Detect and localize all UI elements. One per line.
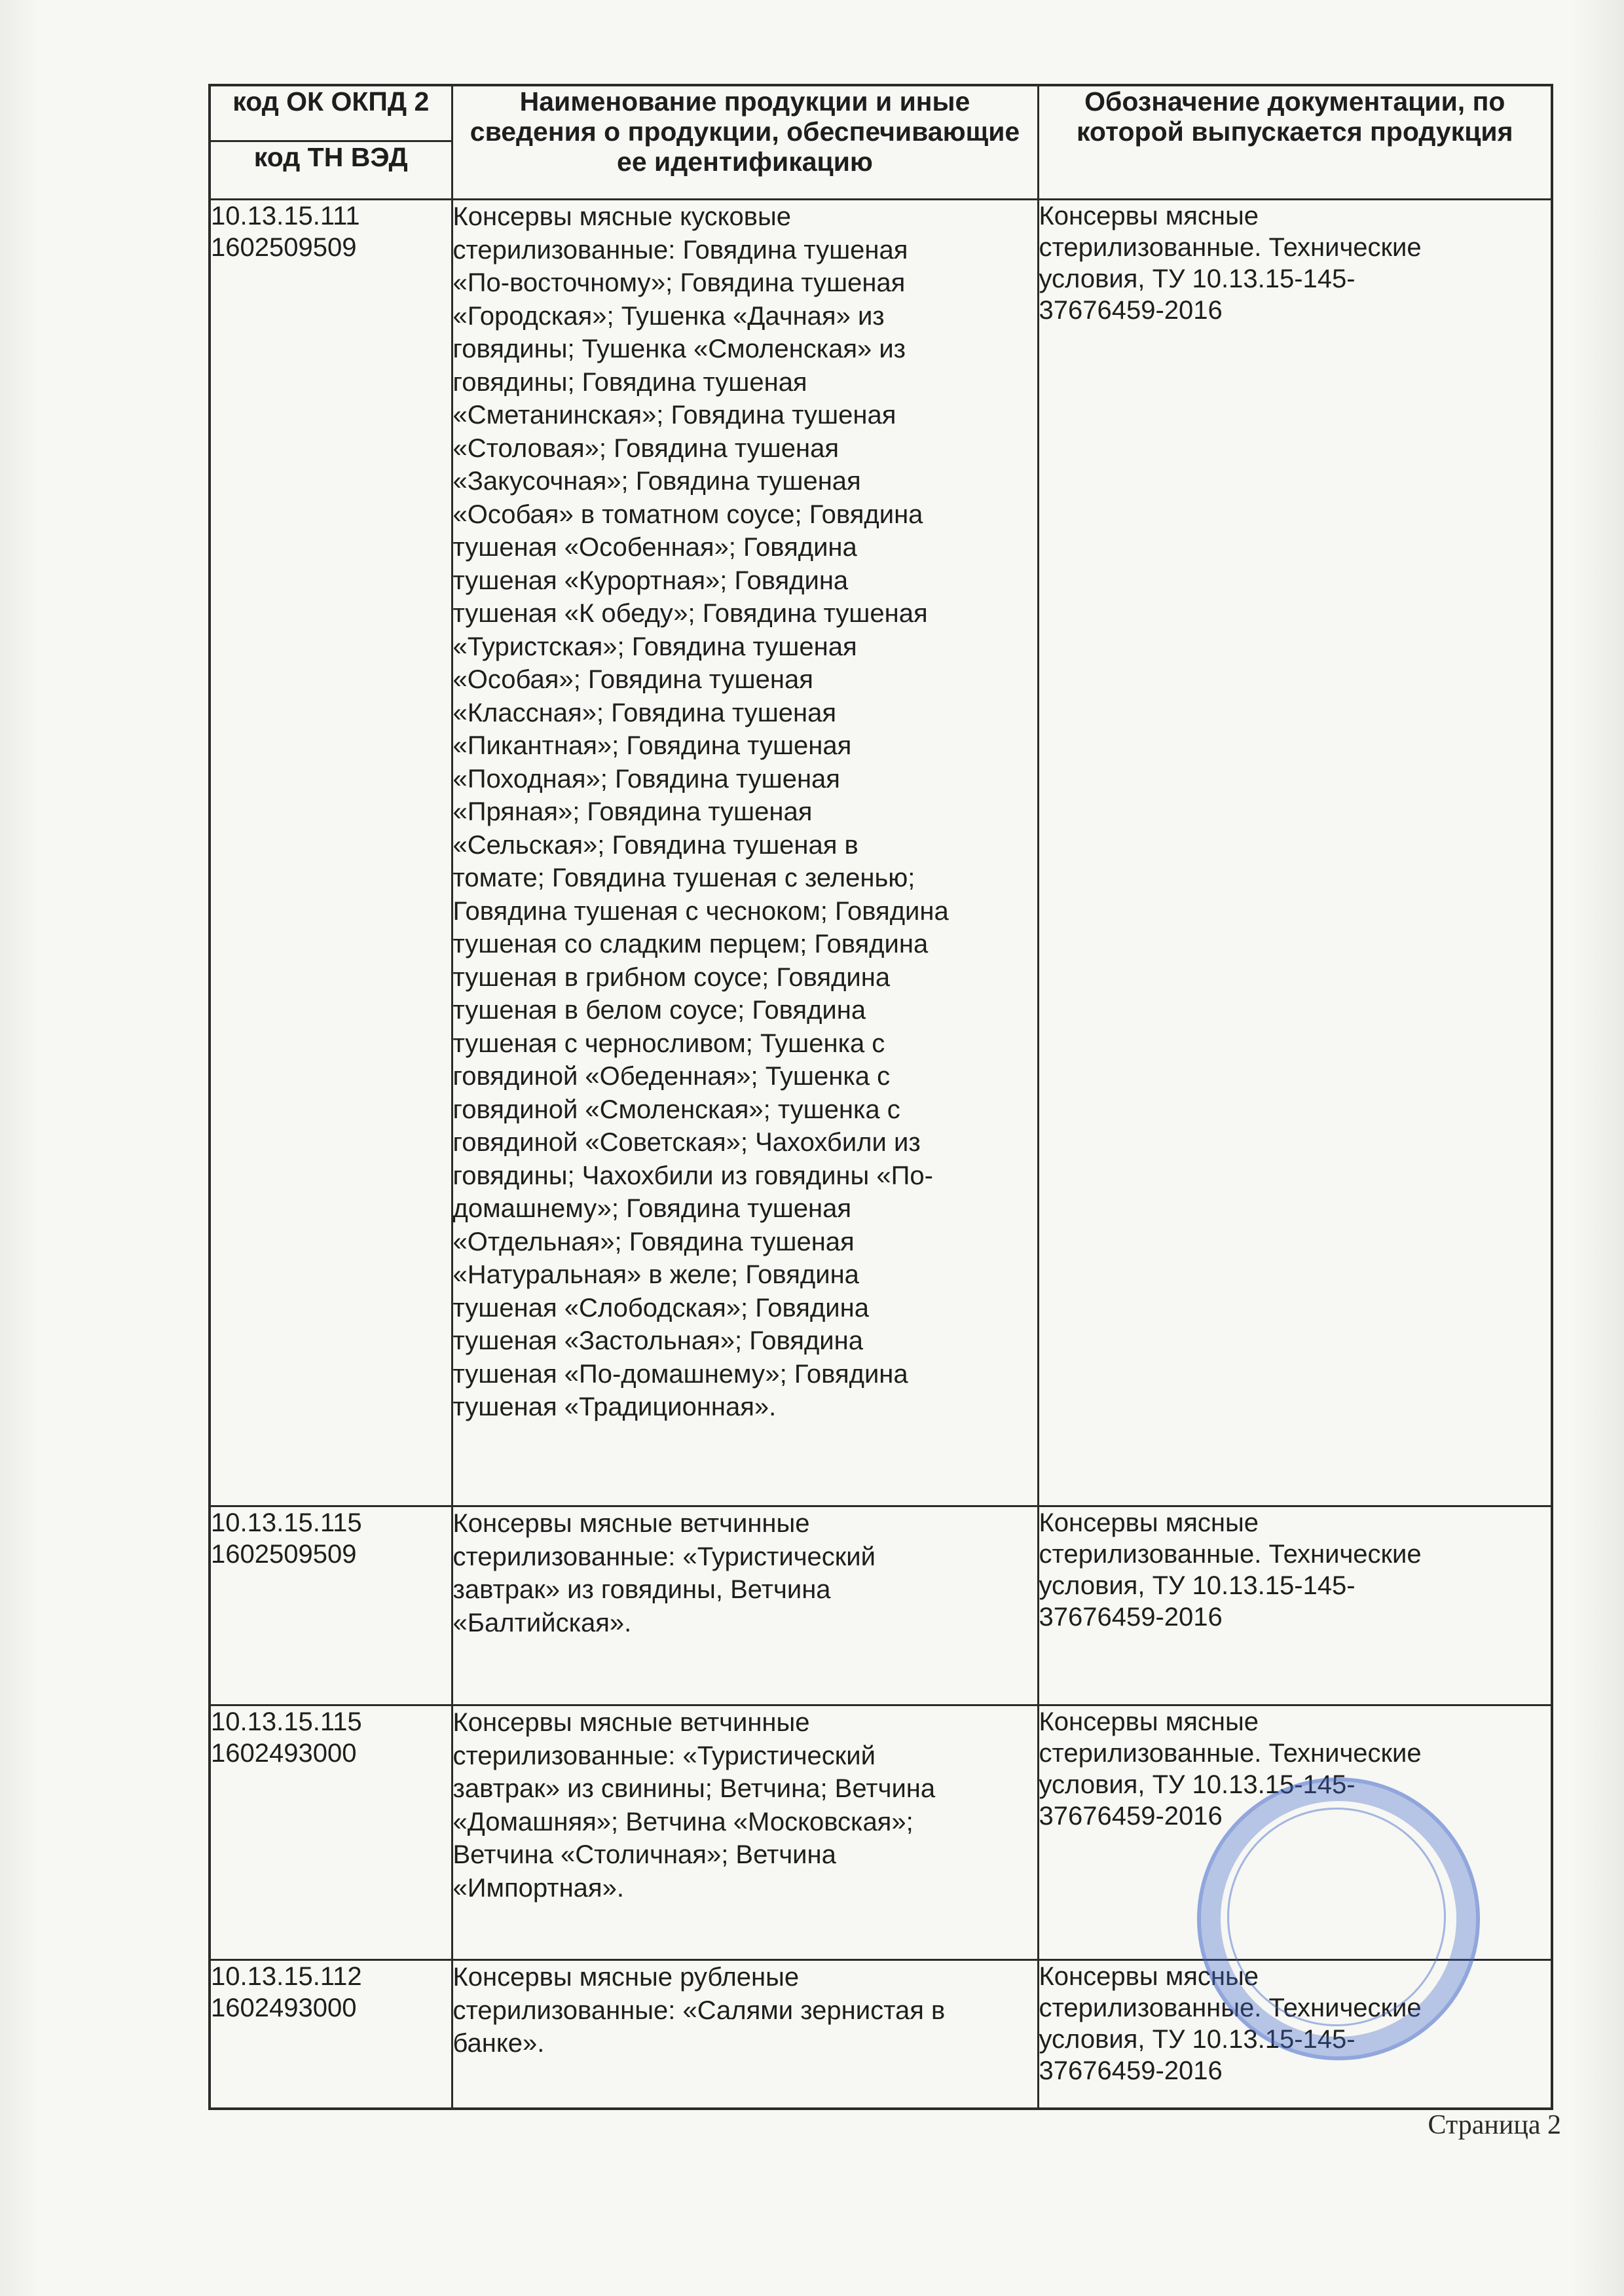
code-cell bbox=[210, 1960, 452, 2109]
text-line: тушеная с черносливом; Тушенка с bbox=[452, 1029, 885, 1058]
text-line: говядины; Говядина тушеная bbox=[452, 367, 807, 397]
text-line: Консервы мясные bbox=[1039, 202, 1259, 230]
text-line: тушеная «Особенная»; Говядина bbox=[452, 533, 857, 562]
text-line: тушеная «По-домашнему»; Говядина bbox=[452, 1359, 908, 1389]
text-line: 37676459-2016 bbox=[1039, 1802, 1223, 1831]
text-line: стерилизованные: Говядина тушеная bbox=[452, 235, 908, 264]
text-line: завтрак» из говядины, Ветчина bbox=[452, 1575, 831, 1604]
header-okpd: код ОК ОКПД 2 bbox=[210, 85, 452, 141]
text-line: «По-восточному»; Говядина тушеная bbox=[452, 268, 906, 297]
text-line: говядиной «Обеденная»; Тушенка с bbox=[452, 1062, 891, 1091]
text-line: «Походная»; Говядина тушеная bbox=[452, 764, 840, 793]
text-line: Консервы мясные bbox=[1039, 1508, 1259, 1537]
table-row bbox=[210, 1506, 1552, 1705]
text-line: «Натуральная» в желе; Говядина bbox=[452, 1260, 859, 1289]
text-line: тушеная в белом соусе; Говядина bbox=[452, 996, 866, 1025]
page-number: Страница 2 bbox=[1428, 2110, 1561, 2140]
code-cell bbox=[210, 1506, 452, 1705]
table-row bbox=[210, 200, 1552, 1506]
okpd-code: 10.13.15.115 bbox=[211, 1508, 362, 1537]
text-line: Консервы мясные ветчинные bbox=[452, 1509, 810, 1538]
text-line: Консервы мясные рубленые bbox=[452, 1963, 800, 1992]
text-line: говядины; Тушенка «Смоленская» из bbox=[452, 335, 906, 363]
text-line: стерилизованные. Технические bbox=[1039, 1739, 1422, 1768]
text-line: «Пикантная»; Говядина тушеная bbox=[452, 731, 852, 760]
text-line: «Домашняя»; Ветчина «Московская»; bbox=[452, 1807, 913, 1836]
text-line: Консервы мясные bbox=[1039, 1707, 1259, 1736]
text-line: тушеная «Традиционная». bbox=[452, 1393, 777, 1421]
tnved-code: 1602509509 bbox=[211, 233, 357, 262]
text-line: 37676459-2016 bbox=[1039, 1603, 1223, 1631]
text-line: тушеная в грибном соусе; Говядина bbox=[452, 962, 891, 992]
tnved-code: 1602509509 bbox=[211, 1540, 357, 1569]
text-line: «Балтийская». bbox=[452, 1608, 632, 1637]
text-line: «Отдельная»; Говядина тушеная bbox=[452, 1227, 855, 1256]
doc-cell bbox=[1038, 200, 1552, 1506]
name-cell bbox=[452, 200, 1038, 1506]
text-line: «Сметанинская»; Говядина тушеная bbox=[452, 401, 896, 429]
text-line: «Пряная»; Говядина тушеная bbox=[452, 797, 813, 826]
tnved-code: 1602493000 bbox=[211, 1994, 357, 2022]
text-line: Говядина тушеная с чесноком; Говядина bbox=[452, 896, 949, 926]
text-line: тушеная «Застольная»; Говядина bbox=[452, 1326, 863, 1355]
text-line: стерилизованные: «Туристический bbox=[452, 1542, 876, 1571]
text-line: «Импортная». bbox=[452, 1873, 624, 1903]
text-line: «Закусочная»; Говядина тушеная bbox=[452, 467, 861, 496]
text-line: «Особая»; Говядина тушеная bbox=[452, 665, 813, 694]
name-cell bbox=[452, 1705, 1038, 1960]
code-cell bbox=[210, 200, 452, 1506]
text-line: «Городская»; Тушенка «Дачная» из bbox=[452, 301, 885, 331]
text-line: стерилизованные. Технические bbox=[1039, 1994, 1422, 2022]
text-line: банке». bbox=[452, 2029, 545, 2058]
text-line: стерилизованные: «Туристический bbox=[452, 1741, 876, 1770]
text-line: тушеная «Слободская»; Говядина bbox=[452, 1293, 869, 1322]
tnved-code: 1602493000 bbox=[211, 1739, 357, 1768]
text-line: стерилизованные: «Салями зернистая в bbox=[452, 1995, 946, 2025]
text-line: 37676459-2016 bbox=[1039, 2056, 1223, 2085]
text-line: томате; Говядина тушеная с зеленью; bbox=[452, 864, 915, 892]
text-line: Консервы мясные bbox=[1039, 1962, 1259, 1991]
text-line: условия, ТУ 10.13.15-145- bbox=[1039, 264, 1356, 293]
seal-inner-ring bbox=[1227, 1808, 1446, 2026]
text-line: говядиной «Смоленская»; тушенка с bbox=[452, 1095, 900, 1124]
text-line: 37676459-2016 bbox=[1039, 296, 1223, 325]
header-doc: Обозначение документации, по которой выпускается продукция bbox=[1038, 85, 1552, 200]
text-line: стерилизованные. Технические bbox=[1039, 233, 1422, 262]
text-line: домашнему»; Говядина тушеная bbox=[452, 1194, 852, 1223]
text-line: «Туристская»; Говядина тушеная bbox=[452, 632, 857, 661]
text-line: тушеная «К обеду»; Говядина тушеная bbox=[452, 599, 928, 628]
text-line: условия, ТУ 10.13.15-145- bbox=[1039, 1770, 1356, 1799]
text-line: «Столовая»; Говядина тушеная bbox=[452, 433, 840, 463]
name-cell bbox=[452, 1506, 1038, 1705]
text-line: Ветчина «Столичная»; Ветчина bbox=[452, 1840, 836, 1869]
okpd-code: 10.13.15.112 bbox=[211, 1962, 362, 1991]
header-row bbox=[210, 85, 1552, 141]
text-line: говядины; Чахохбили из говядины «По- bbox=[452, 1161, 933, 1190]
header-name: Наименование продукции и иные сведения о продукции, обеспечивающие ее идентификацию bbox=[452, 85, 1038, 200]
text-line: говядиной «Советская»; Чахохбили из bbox=[452, 1128, 921, 1157]
text-line: «Особая» в томатном соусе; Говядина bbox=[452, 500, 923, 529]
text-line: Консервы мясные кусковые bbox=[452, 202, 792, 231]
text-line: условия, ТУ 10.13.15-145- bbox=[1039, 2025, 1356, 2054]
text-line: стерилизованные. Технические bbox=[1039, 1540, 1422, 1569]
doc-cell bbox=[1038, 1506, 1552, 1705]
text-line: «Классная»; Говядина тушеная bbox=[452, 698, 837, 727]
okpd-code: 10.13.15.115 bbox=[211, 1707, 362, 1736]
text-line: завтрак» из свинины; Ветчина; Ветчина bbox=[452, 1774, 936, 1803]
code-cell bbox=[210, 1705, 452, 1960]
header-tnved: код ТН ВЭД bbox=[210, 141, 452, 200]
text-line: тушеная «Курортная»; Говядина bbox=[452, 566, 849, 595]
name-cell bbox=[452, 1960, 1038, 2109]
text-line: «Сельская»; Говядина тушеная в bbox=[452, 830, 858, 860]
text-line: Консервы мясные ветчинные bbox=[452, 1708, 810, 1737]
okpd-code: 10.13.15.111 bbox=[211, 202, 360, 230]
text-line: тушеная со сладким перцем; Говядина bbox=[452, 930, 929, 958]
round-seal-stamp bbox=[1197, 1777, 1480, 2060]
text-line: условия, ТУ 10.13.15-145- bbox=[1039, 1571, 1356, 1600]
